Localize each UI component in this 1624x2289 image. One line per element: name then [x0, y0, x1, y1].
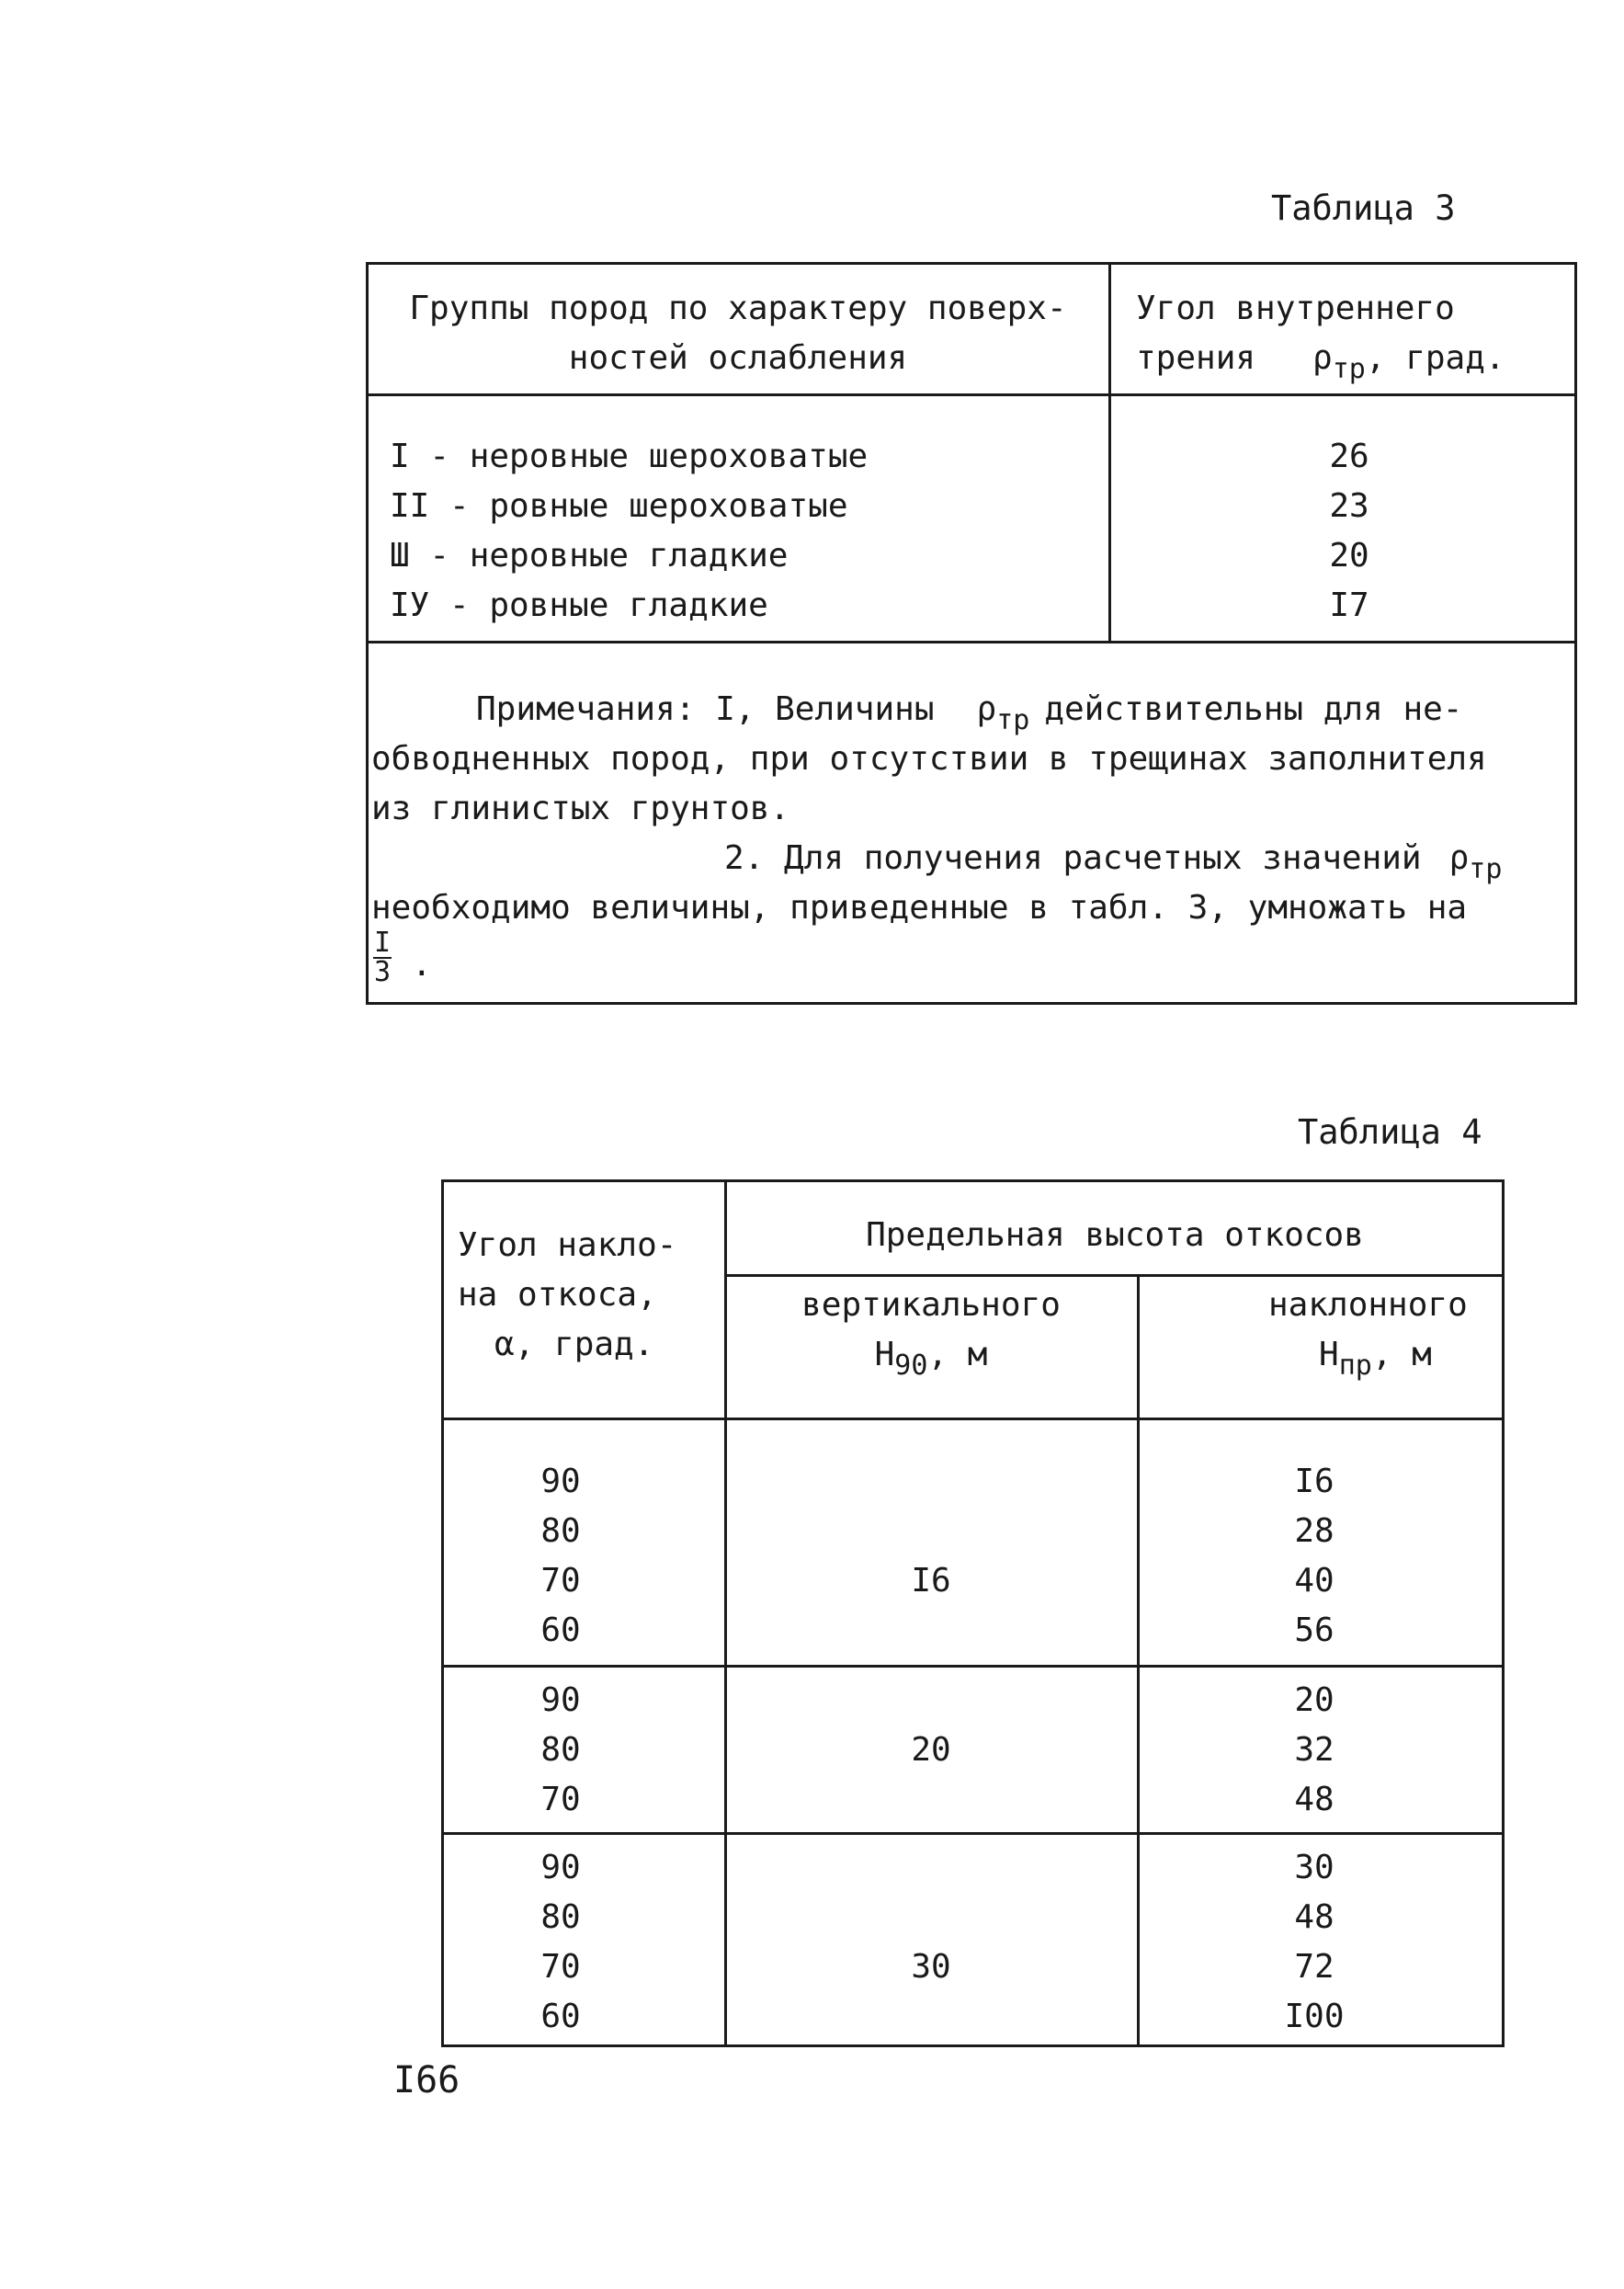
table3-note2-line2: необходимо величины, приведенные в табл. 3, умножать на [371, 889, 1468, 927]
table3-note1-line3: из глинистых грунтов. [371, 790, 790, 827]
table4-group1-inclined [1250, 1457, 1379, 1656]
table3-note1-line2: обводненных пород, при отсутствии в трещинах заполнителя [371, 740, 1487, 778]
table3-rho-symbol: ρ [1312, 339, 1333, 377]
table-cell: 60 [540, 1998, 581, 2035]
table-row: Ш - неровные гладкие [390, 537, 789, 575]
table4-header-angle [458, 1221, 715, 1370]
table3-note1-line1 [476, 685, 1462, 736]
table-cell: 30 [1294, 1849, 1334, 1886]
fraction-numerator: I [373, 927, 392, 959]
table-cell: 90 [540, 1681, 581, 1719]
table3-body-divider [366, 641, 1577, 643]
table-cell: 20 [1294, 1681, 1334, 1719]
table3-group-column [390, 432, 868, 631]
fraction-denominator: 3 [373, 956, 392, 988]
table4-header-vertical-line2 [726, 1330, 1136, 1382]
table4-bottom-border [441, 2044, 1505, 2047]
note-rho-subscript: тр [996, 704, 1030, 736]
table4-group1-divider [441, 1665, 1505, 1668]
table4-group2-vertical: 20 [911, 1731, 951, 1769]
hpr-unit: , м [1371, 1336, 1432, 1373]
table3-column-divider [1108, 262, 1111, 643]
table3-header-group [375, 284, 1101, 383]
table-cell: 48 [1294, 1898, 1334, 1936]
table-cell: 80 [540, 1731, 581, 1769]
table4-header-divider [441, 1418, 1505, 1420]
table3-caption: Таблица 3 [1271, 188, 1456, 228]
table4-group2-divider [441, 1832, 1505, 1835]
h90-subscript: 90 [894, 1349, 928, 1382]
note1-tail: действительны для не- [1044, 690, 1463, 728]
note2-lead: 2. Для получения расчетных значений [724, 839, 1422, 877]
table3-header-angle-label: трения [1136, 339, 1256, 377]
table3-left-border [366, 262, 369, 1005]
table-cell: 28 [1294, 1512, 1334, 1550]
alpha-symbol: α [494, 1326, 515, 1363]
table3 [366, 262, 1577, 1005]
table-cell: 56 [1294, 1611, 1334, 1649]
table-cell: 40 [1294, 1562, 1334, 1600]
table4-group3-inclined [1250, 1843, 1379, 2042]
table4-top-border [441, 1179, 1505, 1182]
table-row: I - неровные шероховатые [390, 438, 869, 475]
table-cell: 90 [540, 1849, 581, 1886]
table4-group2-inclined [1250, 1676, 1379, 1825]
table3-header-angle-unit: , град. [1365, 339, 1505, 377]
table-cell: 72 [1294, 1948, 1334, 1986]
table4-group2-angles [496, 1676, 625, 1825]
table4-header-vertical-line1: вертикального [801, 1286, 1061, 1324]
table-cell: I7 [1329, 586, 1369, 624]
note2-rho-symbol: ρ [1448, 839, 1470, 877]
table-cell: 70 [540, 1562, 581, 1600]
h90-symbol: H [874, 1336, 895, 1373]
table4-header-angle-line1: Угол накло- [458, 1226, 677, 1264]
table3-bottom-border [366, 1002, 1577, 1005]
table-cell: I6 [1294, 1463, 1334, 1500]
table4-header-angle-line3 [458, 1320, 715, 1370]
table-cell: 32 [1294, 1731, 1334, 1769]
table3-angle-column [1294, 432, 1404, 631]
table-cell: 90 [540, 1463, 581, 1500]
table-cell: 20 [1329, 537, 1369, 575]
table-cell: 26 [1329, 438, 1369, 475]
table4-header-inclined [1268, 1281, 1503, 1382]
table4-header-vertical [726, 1281, 1136, 1382]
table3-right-border [1574, 262, 1577, 1005]
table-cell: 70 [540, 1948, 581, 1986]
table-cell: 70 [540, 1781, 581, 1818]
table-cell: I00 [1284, 1998, 1345, 2035]
table3-header-angle-line2 [1136, 334, 1568, 385]
table3-header-angle-line1: Угол внутреннего [1136, 290, 1455, 327]
note2-rho-subscript: тр [1469, 853, 1503, 885]
table3-header-angle [1136, 284, 1568, 385]
h90-unit: , м [927, 1336, 988, 1373]
table3-rho-subscript: тр [1332, 353, 1366, 385]
table4 [441, 1179, 1505, 2047]
table4-group1-vertical: I6 [911, 1562, 951, 1600]
hpr-subscript: пр [1338, 1349, 1372, 1382]
table-row: II - ровные шероховатые [390, 487, 848, 525]
note-rho-symbol: ρ [976, 690, 997, 728]
table-row: IУ - ровные гладкие [390, 586, 768, 624]
table3-header-divider [366, 393, 1577, 396]
table4-header-span: Предельная высота откосов [866, 1216, 1364, 1254]
table3-header-group-line1: Группы пород по характеру поверх- [409, 290, 1067, 327]
table4-group3-angles [496, 1843, 625, 2042]
table3-header-group-line2: ностей ослабления [568, 339, 908, 377]
table-cell: 80 [540, 1512, 581, 1550]
table4-group1-angles [496, 1457, 625, 1656]
table4-header-inclined-line2 [1268, 1330, 1503, 1382]
note2-fraction [373, 929, 392, 986]
table4-span-divider [724, 1274, 1505, 1277]
table-cell: 60 [540, 1611, 581, 1649]
table4-header-inclined-line1: наклонного [1268, 1286, 1468, 1324]
note1-lead: Примечания: I, Величины [476, 690, 935, 728]
table4-group3-vertical: 30 [911, 1948, 951, 1986]
table-cell: 23 [1329, 487, 1369, 525]
table4-header-angle-line2: на откоса, [458, 1276, 657, 1314]
table4-caption: Таблица 4 [1298, 1112, 1482, 1152]
table-cell: 48 [1294, 1781, 1334, 1818]
hpr-symbol: H [1319, 1336, 1339, 1373]
table4-col2-divider [1137, 1275, 1140, 2047]
table3-top-border [366, 262, 1577, 265]
table3-note2-line1 [724, 834, 1502, 885]
table4-header-angle-unit: , град. [514, 1326, 654, 1363]
page-number: I66 [393, 2059, 460, 2101]
note2-fraction-tail: . [412, 946, 432, 984]
table-cell: 80 [540, 1898, 581, 1936]
table4-left-border [441, 1179, 444, 2047]
